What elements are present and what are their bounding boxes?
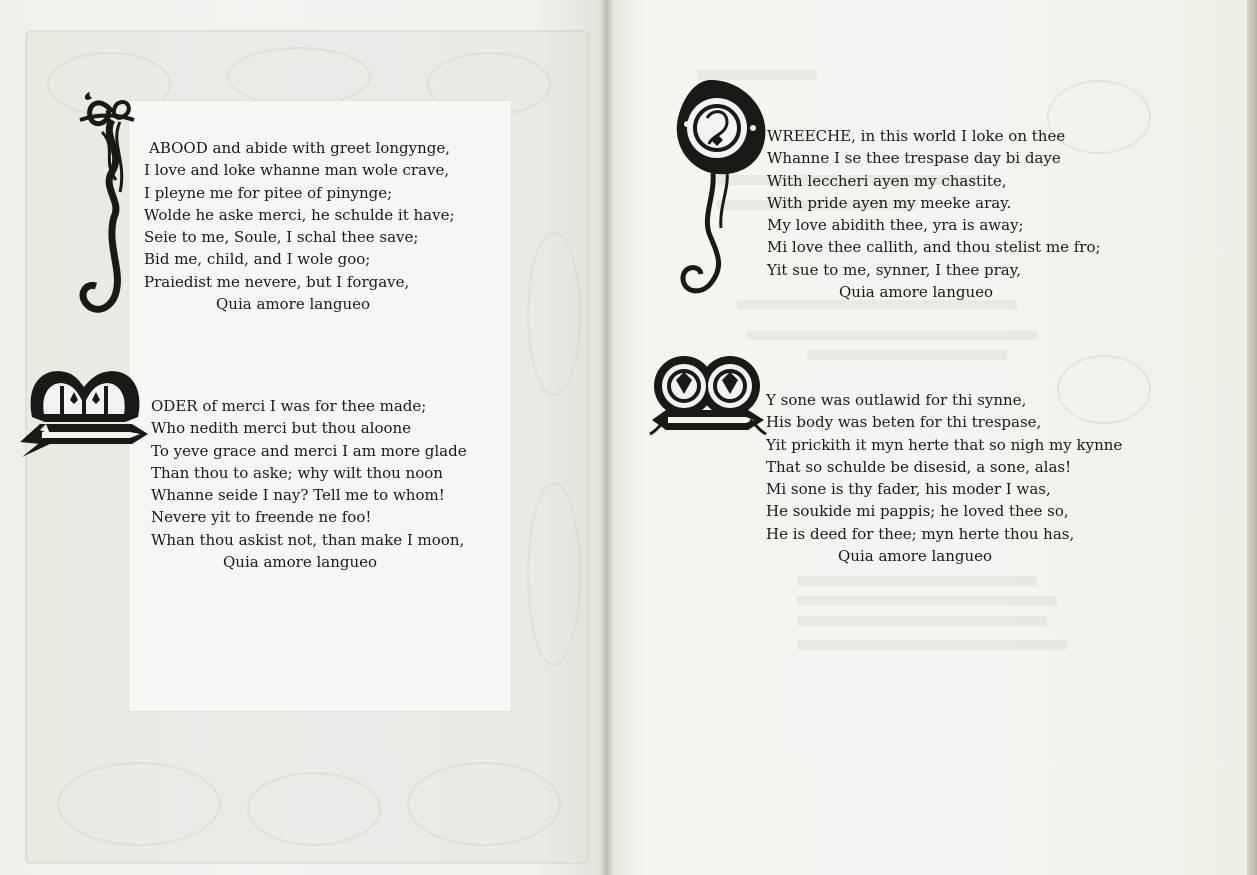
verse-line: Yit sue to me, synner, I thee pray, xyxy=(767,260,1021,279)
verse-line: Bid me, child, and I wole goo; xyxy=(144,250,371,269)
verse-line: His body was beten for thi trespase, xyxy=(766,413,1042,432)
page-edge xyxy=(1247,0,1257,875)
verse-line: Mi sone is thy fader, his moder I was, xyxy=(766,480,1051,499)
refrain: Quia amore langueo xyxy=(223,553,378,572)
right-page xyxy=(607,0,1247,875)
verse-line: He is deed for thee; myn herte thou has, xyxy=(766,524,1075,543)
verse-line: Than thou to aske; why wilt thou noon xyxy=(151,463,443,482)
verse-line: Wolde he aske merci, he schulde it have; xyxy=(144,205,455,224)
verse-line: With pride ayen my meeke aray. xyxy=(767,193,1012,212)
refrain: Quia amore langueo xyxy=(839,283,994,302)
decorative-initial-m-right xyxy=(648,350,768,438)
refrain: Quia amore langueo xyxy=(216,295,371,314)
left-page xyxy=(0,0,607,875)
verse-line: Praiedist me nevere, but I forgave, xyxy=(144,272,410,291)
verse-line: Whanne I se thee trespase day bi daye xyxy=(767,149,1061,168)
verse-line: With leccheri ayen my chastite, xyxy=(767,171,1007,190)
stanza-left-2 xyxy=(151,395,467,573)
stanza-right-1 xyxy=(767,125,1101,303)
verse-line: ODER of merci I was for thee made; xyxy=(151,397,427,415)
verse-line: My love abidith thee, yra is away; xyxy=(767,216,1024,235)
stanza-left-1 xyxy=(144,137,455,315)
verse-line: Who nedith merci but thou aloone xyxy=(151,419,412,438)
decorative-initial-i xyxy=(72,92,147,317)
verse-line: Whanne seide I nay? Tell me to whom! xyxy=(151,486,445,505)
decorative-initial-o xyxy=(671,78,771,304)
verse-line: ABOOD and abide with greet longynge, xyxy=(149,139,450,157)
verse-line: To yeve grace and merci I am more glade xyxy=(151,441,467,460)
stanza-right-2 xyxy=(766,389,1122,567)
book-gutter xyxy=(600,0,614,875)
verse-line: Whan thou askist not, than make I moon, xyxy=(151,530,465,549)
decorative-initial-m-left xyxy=(20,362,150,460)
verse-line: Y sone was outlawid for thi synne, xyxy=(766,391,1027,409)
verse-line: Nevere yit to freende ne foo! xyxy=(151,508,372,527)
verse-line: I love and loke whanne man wole crave, xyxy=(144,161,450,180)
verse-line: Yit prickith it myn herte that so nigh my kynne xyxy=(766,435,1123,454)
verse-line: That so schulde be disesid, a sone, alas! xyxy=(766,457,1072,476)
verse-line: He soukide mi pappis; he loved thee so, xyxy=(766,502,1069,521)
verse-line: Seie to me, Soule, I schal thee save; xyxy=(144,228,419,247)
verse-line: WREECHE, in this world I loke on thee xyxy=(767,127,1066,145)
verse-line: I pleyne me for pitee of pinynge; xyxy=(144,183,393,202)
verse-line: Mi love thee callith, and thou stelist me fro; xyxy=(767,238,1101,257)
refrain: Quia amore langueo xyxy=(838,547,993,566)
